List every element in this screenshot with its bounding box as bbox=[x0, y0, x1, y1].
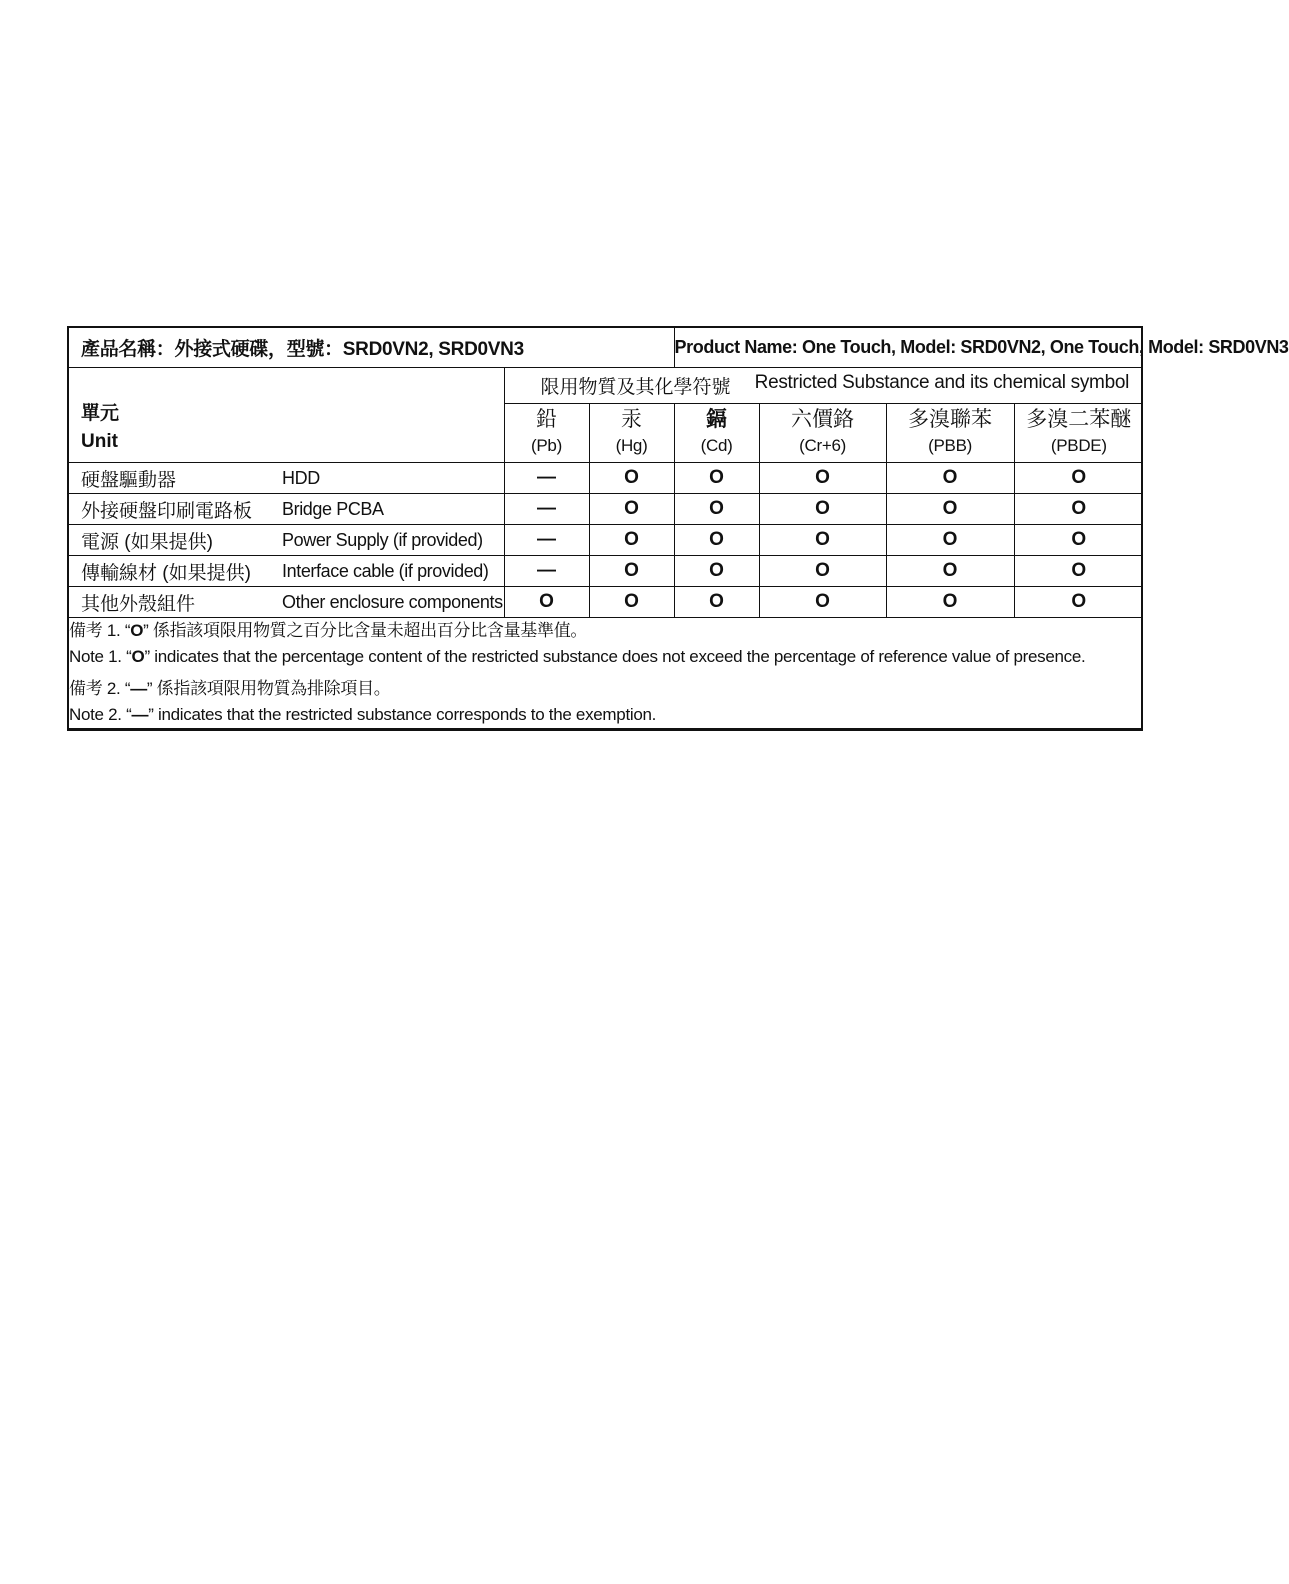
note-text: ” 係指該項限用物質為排除項目。 bbox=[146, 679, 391, 698]
element-hg bbox=[589, 404, 674, 463]
note-text: Note 1. “ bbox=[69, 647, 132, 666]
title-row bbox=[69, 328, 1143, 368]
element-name: 汞 bbox=[621, 408, 643, 431]
note-1-en bbox=[69, 644, 1143, 670]
unit-header bbox=[69, 368, 504, 463]
element-name: 鉛 bbox=[536, 408, 557, 431]
restricted-substance-header bbox=[504, 368, 1143, 404]
rohs-declaration-table bbox=[67, 326, 1289, 731]
substance-mark: O bbox=[886, 525, 1014, 556]
substance-mark: O bbox=[886, 556, 1014, 587]
product-title-en: Product Name: One Touch, Model: SRD0VN2, One Touch, Model: SRD0VN3 bbox=[674, 328, 1143, 368]
unit-label-zh: 單元 bbox=[81, 403, 120, 424]
substance-mark: O bbox=[1014, 463, 1143, 494]
substance-mark: O bbox=[674, 494, 759, 525]
notes-section bbox=[69, 618, 1143, 729]
substance-mark: O bbox=[759, 556, 886, 587]
element-pbb bbox=[886, 404, 1014, 463]
element-symbol: (Hg) bbox=[615, 436, 648, 455]
substance-mark: O bbox=[589, 587, 674, 618]
table-row bbox=[69, 587, 1143, 618]
substance-mark: O bbox=[674, 463, 759, 494]
note-text: 備考 1. “ bbox=[69, 621, 131, 640]
element-cr6 bbox=[759, 404, 886, 463]
substance-mark: O bbox=[504, 587, 589, 618]
table-row bbox=[69, 494, 1143, 525]
substance-mark: O bbox=[759, 494, 886, 525]
part-name-en: HDD bbox=[274, 463, 504, 494]
element-symbol: (Cd) bbox=[700, 436, 733, 455]
note-mark: O bbox=[130, 621, 144, 640]
part-name-en: Interface cable (if provided) bbox=[274, 556, 504, 587]
product-title-zh: 產品名稱：外接式硬碟，型號：SRD0VN2, SRD0VN3 bbox=[69, 328, 674, 368]
note-2-en bbox=[69, 702, 1143, 728]
substance-mark: — bbox=[504, 556, 589, 587]
substance-mark: O bbox=[589, 494, 674, 525]
substance-mark: O bbox=[759, 587, 886, 618]
note-text: ” indicates that the percentage content of the restricted substance does not exceed the percentage of reference value of presence. bbox=[144, 647, 1086, 666]
part-name-zh: 外接硬盤印刷電路板 bbox=[69, 494, 274, 525]
substance-mark: O bbox=[674, 556, 759, 587]
table-row bbox=[69, 525, 1143, 556]
part-name-en: Power Supply (if provided) bbox=[274, 525, 504, 556]
part-name-en: Bridge PCBA bbox=[274, 494, 504, 525]
note-1-zh bbox=[69, 618, 1143, 644]
element-cd bbox=[674, 404, 759, 463]
notes-row bbox=[69, 618, 1143, 729]
substance-mark: O bbox=[1014, 587, 1143, 618]
element-symbol: (PBDE) bbox=[1050, 436, 1107, 455]
substance-mark: — bbox=[504, 494, 589, 525]
substance-mark: O bbox=[589, 556, 674, 587]
substance-mark: O bbox=[886, 463, 1014, 494]
note-text: ” indicates that the restricted substance corresponds to the exemption. bbox=[148, 705, 657, 724]
substance-mark: — bbox=[504, 463, 589, 494]
substance-mark: O bbox=[1014, 525, 1143, 556]
substance-mark: O bbox=[589, 525, 674, 556]
element-symbol: (Cr+6) bbox=[799, 436, 846, 455]
note-2-zh bbox=[69, 676, 1143, 702]
substance-mark: O bbox=[589, 463, 674, 494]
element-name: 鎘 bbox=[706, 408, 728, 431]
part-name-en: Other enclosure components bbox=[274, 587, 504, 618]
element-symbol: (PBB) bbox=[928, 436, 972, 455]
substance-mark: O bbox=[759, 463, 886, 494]
element-pbde bbox=[1014, 404, 1143, 463]
substance-table bbox=[69, 328, 1289, 729]
substance-header-en: Restricted Substance and its chemical symbol bbox=[754, 372, 1130, 393]
note-text: 備考 2. “ bbox=[69, 679, 131, 698]
table-row bbox=[69, 556, 1143, 587]
substance-header-zh: 限用物質及其化學符號 bbox=[540, 377, 731, 398]
note-text: Note 2. “ bbox=[69, 705, 132, 724]
part-name-zh: 硬盤驅動器 bbox=[69, 463, 274, 494]
substance-mark: O bbox=[759, 525, 886, 556]
element-name: 多溴聯苯 bbox=[908, 408, 993, 431]
substance-mark: O bbox=[674, 525, 759, 556]
substance-mark: O bbox=[886, 494, 1014, 525]
substance-mark: O bbox=[1014, 494, 1143, 525]
table-row bbox=[69, 463, 1143, 494]
element-pb bbox=[504, 404, 589, 463]
substance-mark: O bbox=[674, 587, 759, 618]
part-name-zh: 其他外殼組件 bbox=[69, 587, 274, 618]
part-name-zh: 傳輸線材 (如果提供) bbox=[69, 556, 274, 587]
note-mark: — bbox=[131, 705, 149, 724]
substance-mark: O bbox=[1014, 556, 1143, 587]
element-name: 六價鉻 bbox=[791, 408, 855, 431]
substance-header-row bbox=[69, 368, 1143, 404]
element-name: 多溴二苯醚 bbox=[1026, 408, 1132, 431]
substance-mark: — bbox=[504, 525, 589, 556]
element-symbol: (Pb) bbox=[531, 436, 562, 455]
note-mark: O bbox=[131, 647, 145, 666]
part-name-zh: 電源 (如果提供) bbox=[69, 525, 274, 556]
unit-label-en: Unit bbox=[81, 431, 118, 452]
note-mark: — bbox=[130, 679, 147, 698]
substance-mark: O bbox=[886, 587, 1014, 618]
note-text: ” 係指該項限用物質之百分比含量未超出百分比含量基準值。 bbox=[143, 621, 588, 640]
